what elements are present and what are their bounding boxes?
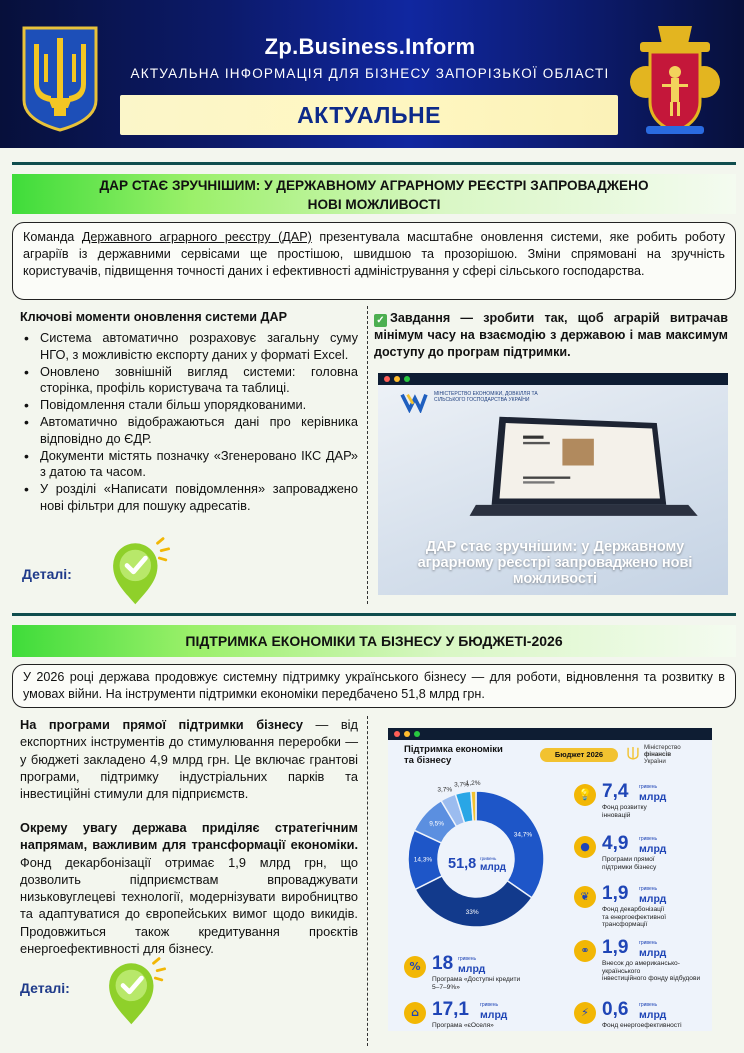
donut-slice-label: 3,7% [437, 786, 453, 794]
coins-icon: ● [574, 836, 596, 858]
column-divider [367, 306, 368, 604]
article1-title-line2: НОВІ МОЖЛИВОСТІ [307, 197, 441, 212]
stat-unit-main: млрд [639, 790, 667, 803]
checkmark-icon: ✓ [374, 314, 387, 327]
percent-icon: % [404, 956, 426, 978]
stat-unit-main: млрд [480, 1008, 508, 1021]
intro-text-end: презентувала масштабне оновлення системи, яке робить роботу аграріїв із державними сервісами ще простішою, швидшою та прозорішою. Зміни спрямовані на зручність користувачів, підвищення точності даних і ефективності адміністрування у сфері сільського господарства. [23, 230, 725, 278]
stat-description [602, 856, 712, 871]
article1-intro [12, 222, 736, 300]
budget-infographic [388, 728, 712, 1031]
brand-title: Zp.Business.Inform [264, 34, 476, 59]
budget-badge: Бюджет 2026 [540, 748, 618, 762]
stat-value: 18 [432, 953, 454, 974]
dar-link[interactable]: Державного аграрного реєстру (ДАР) [81, 230, 312, 244]
stat-description-line: інвестиційного фонду відбудови [602, 975, 701, 983]
donut-slice-label: 3,7% [454, 781, 469, 789]
stat-unit-top: гривень [639, 784, 658, 790]
ministry-finance-line3: України [644, 757, 666, 765]
list-item: • Документи містять позначку «Згенеровано ІКС ДАР» з датою та часом. [20, 448, 358, 482]
donut-center-value: 51,8 [448, 856, 477, 872]
stat-description-line: Фонд розвитку [602, 804, 647, 811]
key-points-heading: Ключові моменти оновлення системи ДАР [20, 310, 287, 324]
check-marker-icon[interactable] [102, 534, 176, 608]
column-divider [367, 716, 368, 1046]
stat-unit-top: гривень [639, 886, 658, 892]
donut-slice-label: 34,7% [513, 831, 533, 839]
stat-description [602, 1022, 712, 1030]
stat-unit [639, 939, 666, 959]
stat-value: 1,9 [602, 937, 629, 958]
stat-description [602, 804, 712, 819]
window-dot-yellow [394, 376, 400, 382]
donut-center-unit: млрд [480, 862, 506, 873]
list-item: • Система автоматично розраховує загальну суму НГО, з можливістю експорту даних у форматі Excel. [20, 330, 358, 364]
check-marker-icon[interactable] [98, 954, 172, 1028]
dar-promo-image [378, 373, 728, 595]
stat-description-line: та енергоефективної [602, 913, 667, 921]
list-item: • Автоматично відображаються дані про керівника відповідно до ЄДР. [20, 414, 358, 448]
stat-unit [639, 835, 666, 855]
donut-center-unit-top: гривень [480, 856, 497, 861]
stat-value: 4,9 [602, 833, 629, 854]
stat-description [432, 1022, 544, 1030]
stat-unit-top: гривень [639, 940, 658, 946]
stat-unit-main: млрд [458, 962, 486, 975]
stat-value: 7,4 [602, 781, 629, 802]
section-banner: АКТУАЛЬНЕ [120, 95, 618, 135]
stat-unit-top: гривень [458, 956, 477, 962]
infographic-title-line1: Підтримка економіки [404, 744, 503, 755]
paragraph2-lead: Окрему увагу держава приділяє стратегічним напрямам, важливим для трансформації економіки. [20, 820, 358, 853]
stat-unit-main: млрд [639, 1008, 667, 1021]
paragraph1-text: — від експортних інструментів до стимулювання переробки — у бюджеті закладено 4,9 млрд грн. Це включає грантові програми, підтримку індустріальних парків та інвестиційні стимули для підприємств. [20, 717, 358, 802]
ministry-finance-line2: фінансів [644, 750, 672, 758]
lightbulb-icon: 💡 [574, 784, 596, 806]
donut-slice-label: 14,3% [413, 856, 433, 864]
stat-description-line: українського [602, 967, 641, 975]
stat-description-line: підтримки бізнесу [602, 863, 657, 871]
divider [12, 613, 736, 616]
details-link[interactable]: Деталі: [22, 566, 72, 582]
stat-unit [639, 1001, 666, 1021]
stat-unit [639, 885, 666, 905]
stat-description-line: Програми прямої [602, 856, 655, 863]
task-statement [374, 310, 728, 361]
window-dot-green [404, 376, 410, 382]
stat-description-line: трансформації [602, 921, 648, 929]
divider [12, 162, 736, 165]
stat-value: 17,1 [432, 999, 469, 1020]
stat-description-line: 5–7–9%» [432, 983, 460, 991]
stat-unit-main: млрд [639, 892, 667, 905]
article2-intro: У 2026 році держава продовжує системну підтримку українського бізнесу — для роботи, відновлення та розвитку в умовах війни. На інструменти підтримки економіки передбачено 51,8 млрд грн. [12, 664, 736, 708]
article2-paragraph2 [20, 819, 358, 957]
stat-unit-main: млрд [639, 842, 667, 855]
stat-value: 0,6 [602, 999, 629, 1020]
stat-unit-top: гривень [639, 836, 658, 842]
paragraph1-lead: На програми прямої підтримки бізнесу [20, 717, 303, 732]
stat-description-line: Внесок до американсько- [602, 960, 680, 967]
task-text: Завдання — зробити так, щоб аграрій витрачав мінімум часу на взаємодію з державою і мав максимум доступу до програм підтримки. [374, 311, 728, 359]
page-header [0, 0, 744, 148]
paragraph2-text: Фонд декарбонізації отримає 1,9 млрд грн, що дозволить підприємствам впроваджувати низьковуглецеві технології, модернізувати виробництво та адаптуватися до європейських вимог щодо викидів. Продовжиться також кредитування проєктів енергоефективності для бізнесу. [20, 854, 358, 957]
list-item: • У розділі «Написати повідомлення» запроваджено нові фільтри для пошуку адресатів. [20, 481, 358, 515]
article2-paragraph1 [20, 716, 358, 802]
promo-caption: ДАР стає зручнішим: у Державному аграрному реєстрі запроваджено нові можливості [417, 539, 693, 587]
stat-unit [458, 955, 485, 975]
article1-title [12, 174, 736, 214]
ukraine-trident-icon [20, 24, 100, 132]
stat-unit-top: гривень [480, 1002, 499, 1008]
stat-unit-main: млрд [639, 946, 667, 959]
stat-description-line: Фонд декарбонізації [602, 906, 665, 913]
article2-title: ПІДТРИМКА ЕКОНОМІКИ ТА БІЗНЕСУ У БЮДЖЕТІ-2026 [12, 625, 736, 657]
stat-description-line: Програма «єОселя» [432, 1022, 494, 1029]
stat-description [432, 976, 544, 991]
stat-unit [480, 1001, 507, 1021]
list-item: • Повідомлення стали більш упорядкованими. [20, 397, 358, 414]
stat-description-line: Фонд енергоефективності [602, 1022, 682, 1029]
details-link[interactable]: Деталі: [20, 980, 70, 996]
donut-slice-label: 1,2% [465, 780, 481, 788]
leaf-icon: ❦ [574, 886, 596, 908]
window-dot-red [384, 376, 390, 382]
article1-title-line1: ДАР СТАЄ ЗРУЧНІШИМ: У ДЕРЖАВНОМУ АГРАРНОМУ РЕЄСТРІ ЗАПРОВАДЖЕНО [99, 178, 649, 193]
ministry-name: МІНІСТЕРСТВО ЕКОНОМІКИ, ДОВКІЛЛЯ ТА СІЛЬСЬКОГО ГОСПОДАРСТВА УКРАЇНИ [434, 391, 538, 403]
laptop-icon [468, 411, 704, 531]
zaporizhzhia-coat-of-arms-icon [626, 22, 724, 140]
window-bar [378, 373, 728, 385]
infographic-title-line2: та бізнесу [404, 755, 452, 766]
stat-description [602, 906, 712, 929]
donut-slice-label: 33% [465, 908, 479, 916]
house-icon: ⌂ [404, 1002, 426, 1024]
ministry-finance-line1: Міністерство [644, 744, 681, 751]
handshake-icon: ⚭ [574, 940, 596, 962]
bolt-icon: ⚡ [574, 1002, 596, 1024]
stat-unit [639, 783, 666, 803]
key-points-list [20, 330, 358, 515]
stat-description-line: Програма «Доступні кредити [432, 976, 521, 983]
stat-description [602, 960, 712, 983]
brand-subtitle: АКТУАЛЬНА ІНФОРМАЦІЯ ДЛЯ БІЗНЕСУ ЗАПОРІЗЬКОЇ ОБЛАСТІ [130, 66, 610, 81]
ministry-logo-icon [400, 391, 428, 413]
stat-value: 1,9 [602, 883, 629, 904]
stat-unit-top: гривень [639, 1002, 658, 1008]
stat-description-line: інновацій [602, 811, 631, 819]
donut-slice-label: 9,5% [429, 820, 445, 828]
intro-text-start: Команда [23, 230, 82, 244]
list-item: • Оновлено зовнішній вигляд системи: головна сторінка, профіль користувача та таблиці. [20, 364, 358, 398]
